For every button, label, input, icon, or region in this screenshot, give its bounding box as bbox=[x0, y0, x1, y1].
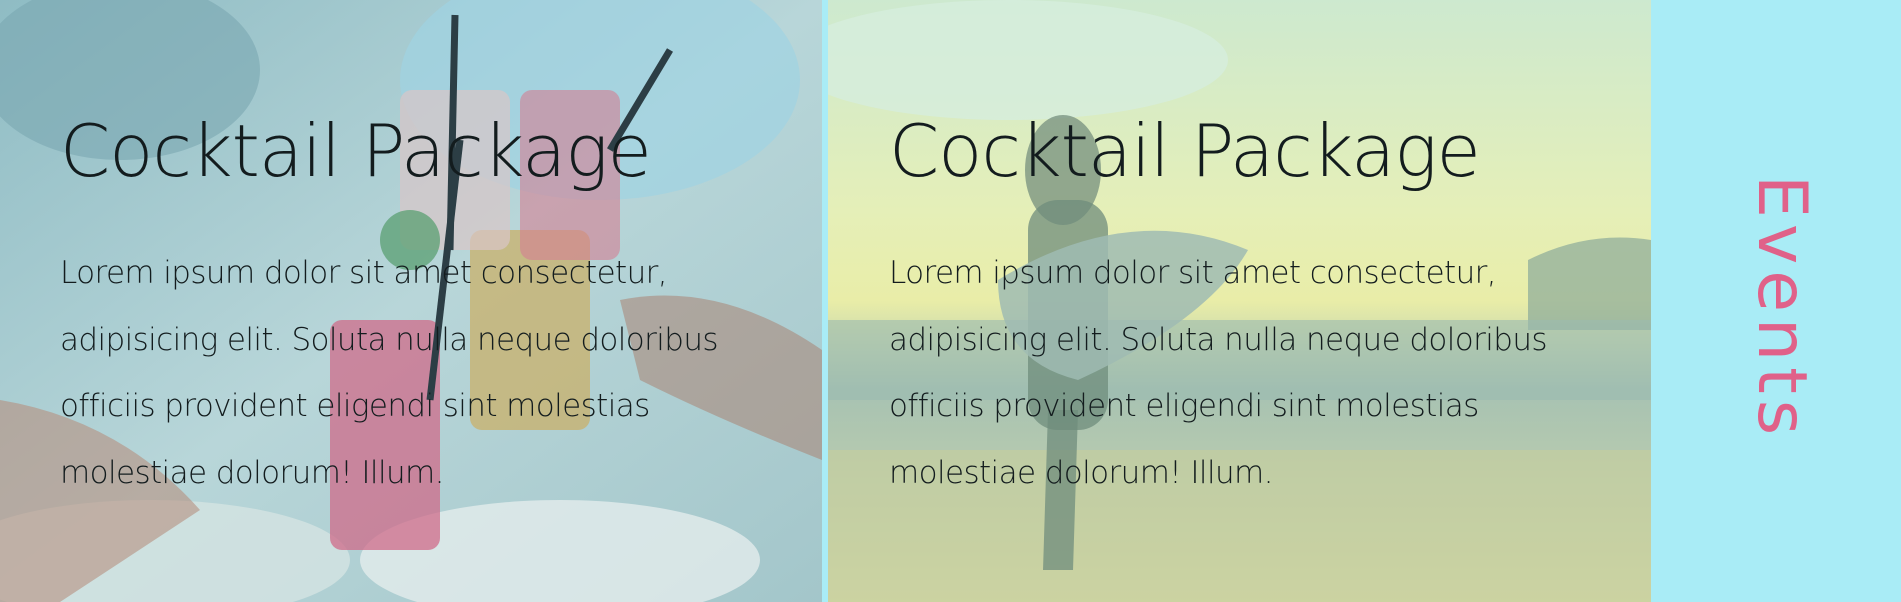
package-card-cocktail-1[interactable] bbox=[0, 0, 822, 602]
card-title: Cocktail Package bbox=[60, 109, 651, 193]
card-description: Lorem ipsum dolor sit amet consectetur, adipisicing elit. Soluta nulla neque doloribus officiis provident eligendi sint molestias molestiae dolorum! Illum. bbox=[60, 255, 718, 491]
events-label[interactable]: Events bbox=[1742, 175, 1821, 442]
package-card-cocktail-2[interactable] bbox=[828, 0, 1651, 602]
card-title: Cocktail Package bbox=[889, 109, 1480, 193]
card-description: Lorem ipsum dolor sit amet consectetur, adipisicing elit. Soluta nulla neque doloribus officiis provident eligendi sint molestias molestiae dolorum! Illum. bbox=[889, 255, 1547, 491]
